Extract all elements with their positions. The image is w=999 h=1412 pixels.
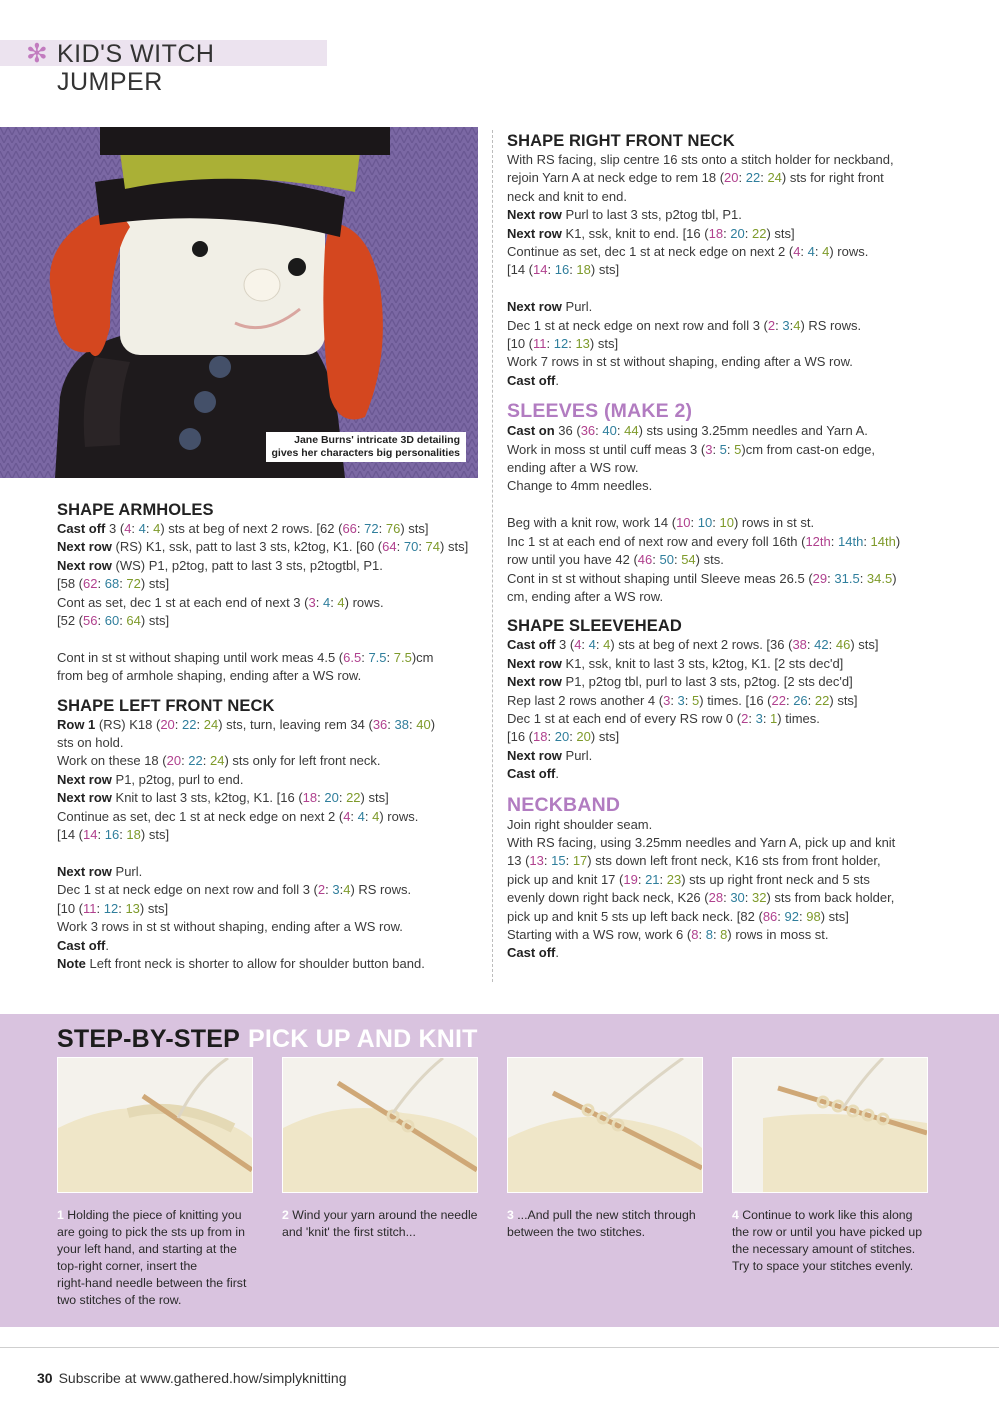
size-value: 72 bbox=[364, 521, 379, 536]
step-4-photo bbox=[732, 1057, 928, 1193]
size-value: 3 bbox=[782, 317, 790, 333]
size-value: 40 bbox=[602, 423, 617, 439]
size-value: 64 bbox=[126, 613, 141, 629]
instruction-line: pick up and knit 17 (19: 21: 23) sts up right front neck and 5 sts bbox=[507, 871, 870, 887]
size-value: 13 bbox=[529, 853, 544, 869]
size-value: 64 bbox=[382, 539, 397, 555]
instruction-line: Note Left front neck is shorter to allow for shoulder button band. bbox=[57, 955, 425, 971]
step-4-number: 4 bbox=[732, 1208, 739, 1222]
step-2-number: 2 bbox=[282, 1208, 289, 1222]
size-value: 7.5 bbox=[368, 649, 387, 665]
size-value: 24 bbox=[767, 170, 782, 186]
size-value: 10 bbox=[697, 515, 713, 531]
size-value: 18 bbox=[302, 790, 318, 806]
instruction-line: Next row P1, p2tog, purl to end. bbox=[57, 771, 244, 787]
size-value: 14th bbox=[838, 533, 864, 549]
caption-line-1: Jane Burns' intricate 3D detailing bbox=[294, 434, 460, 446]
size-value: 5 bbox=[692, 692, 700, 708]
section-heading-armholes: SHAPE ARMHOLES bbox=[57, 501, 214, 519]
instruction-line: Cont as set, dec 1 st at each end of next 3 (3: 4: 4) rows. bbox=[57, 594, 384, 610]
size-value: 4 bbox=[822, 244, 830, 260]
size-value: 4 bbox=[793, 244, 801, 260]
instruction-line: rejoin Yarn A at neck edge to rem 18 (20: 22: 24) sts for right front bbox=[507, 170, 884, 186]
instruction-line: Work in moss st until cuff meas 3 (3: 5: 5)cm from cast-on edge, bbox=[507, 441, 876, 457]
size-value: 20 bbox=[554, 729, 570, 745]
step-title-sub: PICK UP AND KNIT bbox=[248, 1025, 478, 1053]
instruction-line: [58 (62: 68: 72) sts] bbox=[57, 576, 170, 592]
instruction-line: from beg of armhole shaping, ending after a WS row. bbox=[57, 668, 362, 684]
step-4-text: 4 Continue to work like this along the row or until you have picked up the necessary amount of stitches. Try to space your stitches evenly. bbox=[732, 1208, 923, 1273]
size-value: 5 bbox=[719, 441, 727, 457]
size-value: 17 bbox=[572, 853, 588, 869]
right-column bbox=[507, 131, 932, 963]
size-value: 4 bbox=[337, 594, 345, 610]
instruction-line: [10 (11: 12: 13) sts] bbox=[507, 336, 619, 352]
section-heading-sleevehead: SHAPE SLEEVEHEAD bbox=[507, 617, 682, 636]
size-value: 68 bbox=[104, 576, 120, 592]
size-value: 22 bbox=[814, 692, 830, 708]
photo-caption bbox=[266, 432, 467, 462]
step-1 bbox=[57, 1057, 253, 1309]
instruction-line: Inc 1 st at each end of next row and every foll 16th (12th: 14th: 14th) bbox=[507, 533, 901, 549]
instruction-line: Dec 1 st at neck edge on next row and foll 3 (2: 3:4) RS rows. bbox=[507, 317, 862, 333]
size-value: 3 bbox=[677, 692, 685, 708]
size-value: 1 bbox=[770, 710, 778, 726]
size-value: 60 bbox=[104, 613, 120, 629]
size-value: 13 bbox=[575, 336, 590, 352]
size-value: 19 bbox=[623, 871, 638, 887]
instruction-line: Rep last 2 rows another 4 (3: 3: 5) times. [16 (22: 26: 22) sts] bbox=[507, 692, 858, 708]
size-value: 34.5 bbox=[866, 570, 893, 586]
size-value: 72 bbox=[126, 576, 141, 592]
size-value: 22 bbox=[346, 790, 361, 806]
size-value: 2 bbox=[317, 882, 326, 898]
instruction-line: Work 7 rows in st st without shaping, ending after a WS row. bbox=[507, 354, 853, 370]
instruction-line: With RS facing, using 3.25mm needles and Yarn A, pick up and knit bbox=[507, 834, 896, 850]
page-title: KID'S WITCH JUMPER bbox=[57, 40, 215, 96]
size-value: 14th bbox=[870, 533, 896, 549]
instruction-line: Dec 1 st at each end of every RS row 0 (2: 3: 1) times. bbox=[507, 710, 820, 726]
size-value: 12 bbox=[103, 900, 119, 916]
size-value: 3 bbox=[755, 710, 763, 726]
size-value: 4 bbox=[322, 594, 331, 610]
size-value: 50 bbox=[659, 552, 674, 568]
size-value: 14 bbox=[533, 262, 548, 278]
size-value: 36 bbox=[372, 716, 388, 732]
size-value: 30 bbox=[730, 890, 745, 906]
size-value: 8 bbox=[720, 927, 728, 942]
page-header bbox=[0, 38, 327, 96]
instruction-line: Next row Purl. bbox=[57, 863, 143, 879]
step-1-text: 1 Holding the piece of knitting you are going to pick the sts up from in your left hand, and starting at the top-right corner, insert the right-hand needle between the first two stitches of the row. bbox=[57, 1208, 247, 1307]
size-value: 13 bbox=[125, 900, 140, 916]
section-body-sleeves bbox=[507, 422, 932, 606]
step-by-step-title bbox=[57, 1024, 478, 1054]
size-value: 56 bbox=[83, 613, 98, 629]
instruction-line: row until you have 42 (46: 50: 54) sts. bbox=[507, 552, 724, 568]
blank-line bbox=[507, 280, 932, 298]
step-title-main: STEP-BY-STEP bbox=[57, 1025, 240, 1053]
flower-star-icon: ✻ bbox=[26, 38, 48, 68]
instruction-line: Cast off. bbox=[507, 945, 560, 961]
section-heading-sleeves: SLEEVES (MAKE 2) bbox=[507, 400, 693, 423]
size-value: 54 bbox=[681, 552, 696, 568]
instruction-line: cm, ending after a WS row. bbox=[507, 588, 664, 604]
size-value: 16 bbox=[554, 262, 570, 278]
instruction-line: Continue as set, dec 1 st at neck edge on next 2 (4: 4: 4) rows. bbox=[57, 808, 419, 824]
size-value: 14 bbox=[83, 827, 98, 843]
size-value: 7.5 bbox=[393, 649, 412, 665]
blank-line bbox=[57, 844, 482, 862]
instruction-line: pick up and knit 5 sts up left back neck. [82 (86: 92: 98) sts] bbox=[507, 908, 849, 924]
instruction-line: neck and knit to end. bbox=[507, 188, 627, 204]
size-value: 20 bbox=[724, 170, 739, 186]
section-body-neckband bbox=[507, 816, 932, 963]
step-2 bbox=[282, 1057, 478, 1241]
step-3-text: 3 ...And pull the new stitch through between the two stitches. bbox=[507, 1208, 696, 1239]
section-body-left-neck bbox=[57, 716, 482, 974]
instruction-line: Starting with a WS row, work 6 (8: 8: 8) rows in moss st. bbox=[507, 927, 829, 942]
size-value: 3 bbox=[308, 594, 316, 610]
instruction-line: [16 (18: 20: 20) sts] bbox=[507, 729, 620, 745]
instruction-line: Work 3 rows in st st without shaping, ending after a WS row. bbox=[57, 919, 403, 935]
instruction-line: Cast off. bbox=[507, 372, 560, 388]
size-value: 32 bbox=[752, 890, 767, 906]
step-2-photo bbox=[282, 1057, 478, 1193]
size-value: 18 bbox=[126, 827, 141, 843]
size-value: 5 bbox=[734, 441, 742, 457]
page-footer bbox=[37, 1369, 347, 1387]
subscribe-link[interactable]: Subscribe at www.gathered.how/simplyknitting bbox=[58, 1370, 347, 1386]
instruction-line: Row 1 (RS) K18 (20: 22: 24) sts, turn, leaving rem 34 (36: 38: 40) bbox=[57, 716, 436, 732]
size-value: 12th bbox=[805, 533, 831, 549]
size-value: 4 bbox=[343, 808, 351, 824]
size-value: 26 bbox=[793, 692, 808, 708]
size-value: 18 bbox=[708, 225, 724, 241]
blank-line bbox=[57, 630, 482, 648]
size-value: 40 bbox=[416, 716, 431, 732]
size-value: 20 bbox=[730, 225, 745, 241]
size-value: 15 bbox=[551, 853, 566, 869]
instruction-line: Next row Purl to last 3 sts, p2tog tbl, P1. bbox=[507, 207, 742, 223]
section-heading-left-neck: SHAPE LEFT FRONT NECK bbox=[57, 696, 275, 715]
size-value: 20 bbox=[576, 729, 591, 745]
size-value: 38 bbox=[394, 716, 409, 732]
size-value: 62 bbox=[83, 576, 98, 592]
instruction-line: Cast off 3 (4: 4: 4) sts at beg of next 2 rows. [36 (38: 42: 46) sts] bbox=[507, 637, 879, 653]
size-value: 4 bbox=[138, 521, 146, 536]
size-value: 4 bbox=[124, 521, 132, 536]
instruction-line: 13 (13: 15: 17) sts down left front neck, K16 sts from front holder, bbox=[507, 853, 881, 869]
left-column bbox=[57, 500, 482, 973]
size-value: 42 bbox=[814, 637, 829, 653]
size-value: 46 bbox=[637, 552, 653, 568]
size-value: 22 bbox=[182, 716, 197, 732]
size-value: 4 bbox=[603, 637, 611, 653]
size-value: 86 bbox=[762, 908, 778, 924]
size-value: 98 bbox=[806, 908, 821, 924]
instruction-line: [52 (56: 60: 64) sts] bbox=[57, 613, 170, 629]
column-divider bbox=[492, 130, 493, 982]
size-value: 38 bbox=[792, 637, 807, 653]
instruction-line: Next row Purl. bbox=[507, 747, 593, 763]
instruction-line: sts on hold. bbox=[57, 735, 124, 751]
instruction-line: evenly down right back neck, K26 (28: 30: 32) sts from back holder, bbox=[507, 890, 895, 906]
size-value: 3 bbox=[663, 692, 671, 708]
size-value: 2 bbox=[767, 317, 776, 333]
size-value: 4 bbox=[153, 521, 161, 536]
size-value: 21 bbox=[645, 871, 660, 887]
size-value: 2 bbox=[741, 710, 749, 726]
step-2-text: 2 Wind your yarn around the needle and 'knit' the first stitch... bbox=[282, 1208, 478, 1239]
size-value: 28 bbox=[708, 890, 724, 906]
size-value: 46 bbox=[835, 637, 851, 653]
size-value: 66 bbox=[342, 521, 357, 536]
instruction-line: Continue as set, dec 1 st at neck edge on next 2 (4: 4: 4) rows. bbox=[507, 244, 869, 260]
size-value: 4 bbox=[357, 808, 365, 824]
size-value: 74 bbox=[425, 539, 441, 555]
instruction-line: Change to 4mm needles. bbox=[507, 478, 653, 494]
size-value: 4 bbox=[343, 882, 351, 898]
instruction-line: Cont in st st without shaping until Sleeve meas 26.5 (29: 31.5: 34.5) bbox=[507, 570, 897, 586]
step-3-photo bbox=[507, 1057, 703, 1193]
size-value: 4 bbox=[793, 317, 801, 333]
instruction-line: Cast off. bbox=[57, 937, 110, 953]
section-body-right-neck bbox=[507, 151, 932, 390]
instruction-line: With RS facing, slip centre 16 sts onto a stitch holder for neckband, bbox=[507, 152, 894, 167]
instruction-line: [10 (11: 12: 13) sts] bbox=[57, 900, 169, 916]
size-value: 44 bbox=[624, 423, 639, 439]
size-value: 10 bbox=[676, 515, 691, 531]
section-body-armholes bbox=[57, 520, 482, 686]
instruction-line: Next row (WS) P1, p2tog, patt to last 3 sts, p2togtbl, P1. bbox=[57, 557, 383, 573]
size-value: 22 bbox=[188, 753, 203, 769]
size-value: 10 bbox=[719, 515, 734, 531]
instruction-line: Next row (RS) K1, ssk, patt to last 3 sts, k2tog, K1. [60 (64: 70: 74) sts] bbox=[57, 539, 469, 555]
size-value: 4 bbox=[372, 808, 380, 824]
section-heading-right-neck: SHAPE RIGHT FRONT NECK bbox=[507, 132, 735, 150]
step-4 bbox=[732, 1057, 928, 1275]
size-value: 22 bbox=[771, 692, 786, 708]
instruction-line: Cast off. bbox=[507, 766, 560, 782]
section-heading-neckband: NECKBAND bbox=[507, 793, 621, 816]
step-3 bbox=[507, 1057, 703, 1241]
size-value: 18 bbox=[533, 729, 548, 745]
caption-line-2: gives her characters big personalities bbox=[271, 447, 460, 459]
instruction-line: [14 (14: 16: 18) sts] bbox=[57, 827, 170, 843]
instruction-line: [14 (14: 16: 18) sts] bbox=[507, 262, 620, 278]
instruction-line: Next row K1, ssk, knit to last 3 sts, k2tog, K1. [2 sts dec'd] bbox=[507, 655, 844, 671]
size-value: 22 bbox=[745, 170, 761, 186]
instruction-line: Next row K1, ssk, knit to end. [16 (18: 20: 22) sts] bbox=[507, 225, 795, 241]
instruction-line: Cast off 3 (4: 4: 4) sts at beg of next 2 rows. [62 (66: 72: 76) sts] bbox=[57, 521, 429, 536]
size-value: 3 bbox=[705, 441, 713, 457]
blank-line bbox=[507, 496, 932, 514]
instruction-line: Dec 1 st at neck edge on next row and foll 3 (2: 3:4) RS rows. bbox=[57, 882, 412, 898]
size-value: 36 bbox=[580, 423, 596, 439]
size-value: 8 bbox=[691, 927, 699, 942]
instruction-line: Work on these 18 (20: 22: 24) sts only for left front neck. bbox=[57, 753, 381, 769]
step-1-photo bbox=[57, 1057, 253, 1193]
size-value: 76 bbox=[385, 521, 401, 536]
page-number: 30 bbox=[37, 1370, 53, 1386]
instruction-line: Next row P1, p2tog tbl, purl to last 3 sts, p2tog. [2 sts dec'd] bbox=[507, 674, 853, 690]
size-value: 70 bbox=[403, 539, 419, 555]
instruction-line: ending after a WS row. bbox=[507, 460, 639, 476]
section-body-sleevehead bbox=[507, 636, 932, 783]
step-1-number: 1 bbox=[57, 1208, 64, 1222]
instruction-line: Cont in st st without shaping until work meas 4.5 (6.5: 7.5: 7.5)cm bbox=[57, 649, 434, 665]
instruction-line: Next row Purl. bbox=[507, 299, 593, 315]
size-value: 3 bbox=[332, 882, 340, 898]
size-value: 22 bbox=[752, 225, 767, 241]
size-value: 23 bbox=[666, 871, 682, 887]
size-value: 20 bbox=[160, 716, 175, 732]
instruction-line: Cast on 36 (36: 40: 44) sts using 3.25mm needles and Yarn A. bbox=[507, 423, 868, 439]
size-value: 12 bbox=[553, 336, 569, 352]
step-3-number: 3 bbox=[507, 1208, 514, 1222]
size-value: 24 bbox=[203, 716, 219, 732]
witch-jumper-photo bbox=[0, 127, 478, 478]
instruction-line: Next row Knit to last 3 sts, k2tog, K1. [16 (18: 20: 22) sts] bbox=[57, 790, 389, 806]
size-value: 20 bbox=[166, 753, 182, 769]
size-value: 24 bbox=[210, 753, 225, 769]
footer-rule bbox=[0, 1347, 999, 1348]
size-value: 4 bbox=[588, 637, 596, 653]
size-value: 4 bbox=[574, 637, 582, 653]
size-value: 8 bbox=[705, 927, 713, 942]
size-value: 16 bbox=[104, 827, 120, 843]
instruction-line: Join right shoulder seam. bbox=[507, 816, 653, 832]
size-value: 6.5 bbox=[343, 649, 362, 665]
size-value: 29 bbox=[812, 570, 828, 586]
size-value: 18 bbox=[576, 262, 591, 278]
instruction-line: Beg with a knit row, work 14 (10: 10: 10) rows in st st. bbox=[507, 515, 815, 531]
size-value: 11 bbox=[533, 336, 547, 352]
size-value: 11 bbox=[83, 900, 97, 916]
size-value: 20 bbox=[324, 790, 339, 806]
size-value: 4 bbox=[807, 244, 815, 260]
witch-illustration bbox=[0, 127, 478, 478]
size-value: 31.5 bbox=[834, 570, 860, 586]
size-value: 92 bbox=[784, 908, 799, 924]
